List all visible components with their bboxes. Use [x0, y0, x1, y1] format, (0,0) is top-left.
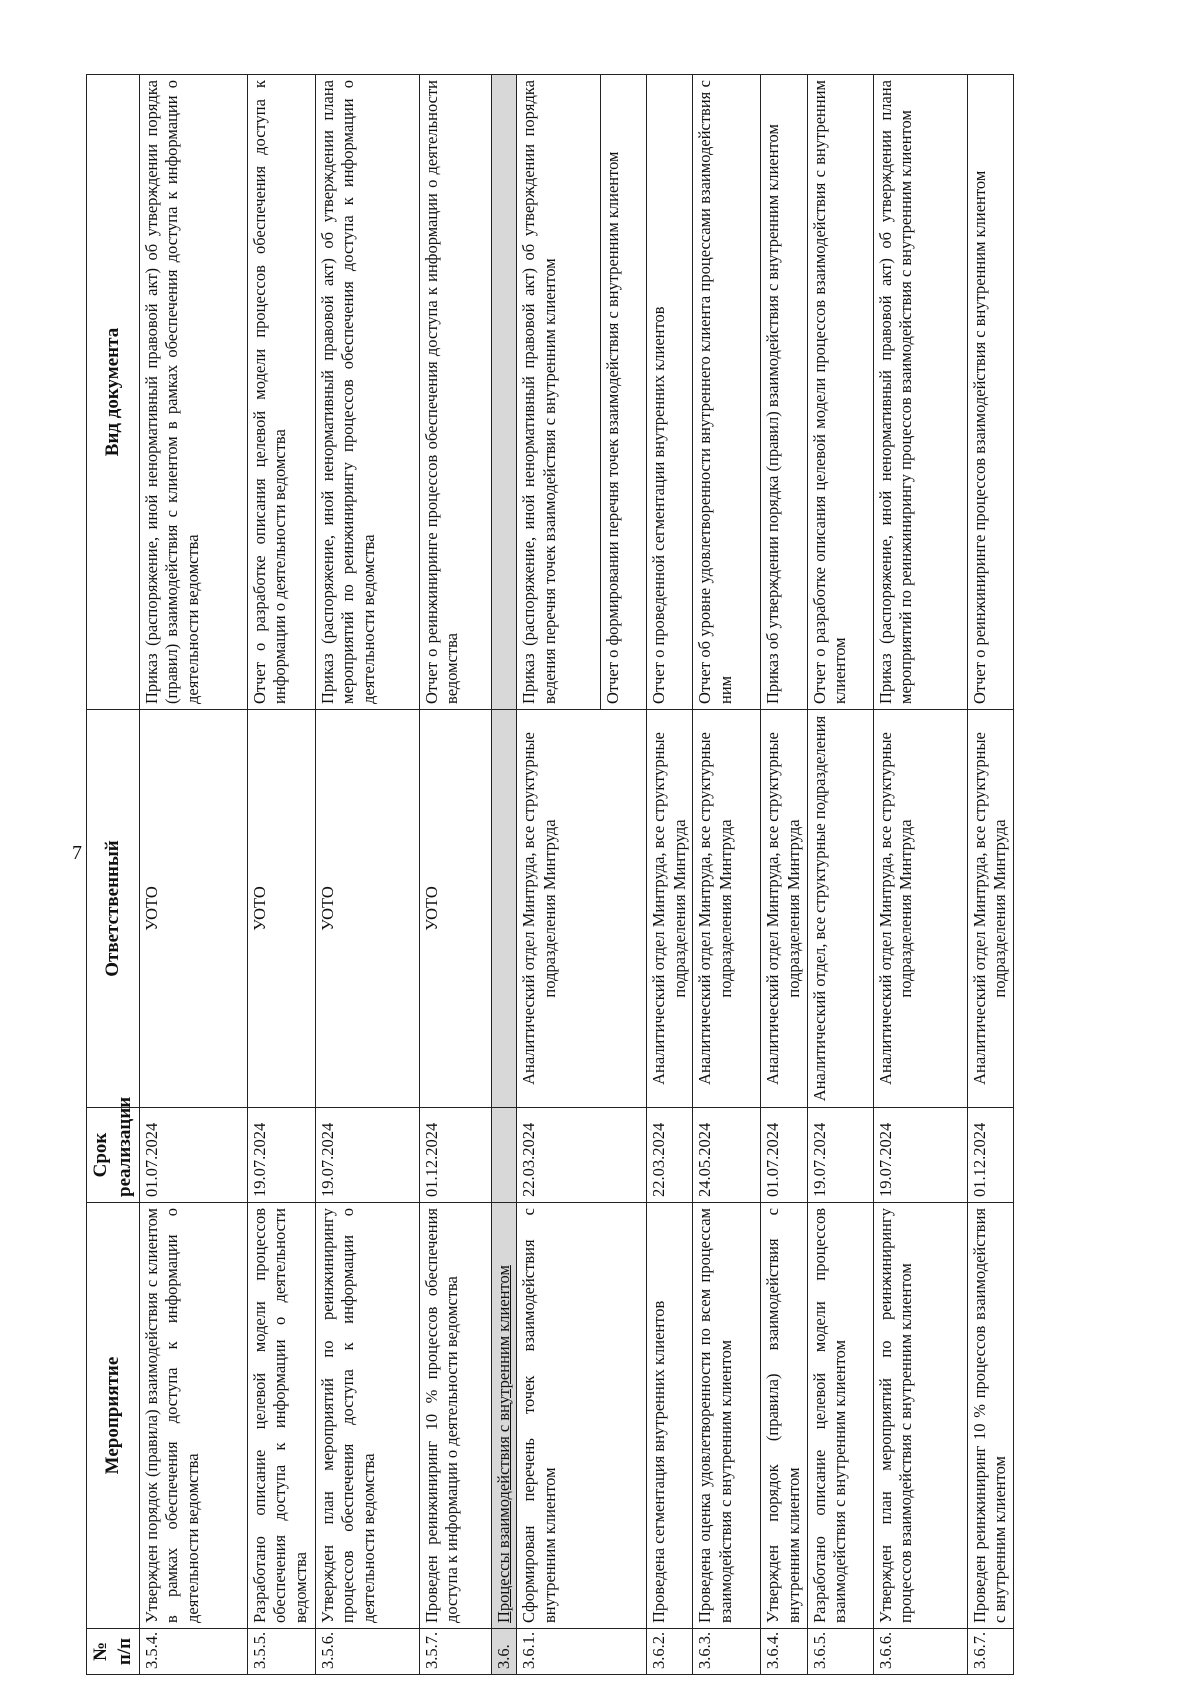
row-deadline: 24.05.2024 [693, 1108, 761, 1203]
row-doc: Приказ (распоряжение, иной ненормативный правовой акт) об утверждении плана мероприятий по реинжинирингу процессов взаимодействия с внутренним клиентом [873, 75, 967, 710]
row-responsible: Аналитический отдел Минтруда, все структурные подразделения Минтруда [647, 710, 693, 1108]
row-deadline: 01.07.2024 [761, 1108, 807, 1203]
table-row [967, 75, 1013, 1675]
row-activity: Проведен реинжиниринг 10 % процессов обеспечения доступа к информации о деятельности ведомства [419, 1203, 491, 1629]
row-num: 3.5.4. [139, 1629, 247, 1675]
row-doc: Приказ (распоряжение, иной ненормативный правовой акт) об утверждении порядка ведения перечня точек взаимодействия с внутренним клиентом [517, 75, 601, 710]
row-doc: Отчет о разработке описания целевой модели процессов взаимодействия с внутренним клиентом [807, 75, 873, 710]
row-num: 3.5.5. [247, 1629, 315, 1675]
row-activity: Проведена сегментация внутренних клиентов [647, 1203, 693, 1629]
row-deadline: 01.12.2024 [419, 1108, 491, 1203]
row-responsible: УОТО [247, 710, 315, 1108]
row-responsible: УОТО [419, 710, 491, 1108]
section-label: Процессы взаимодействия с внутренним клиентом [491, 1203, 517, 1629]
page-number: 7 [72, 842, 82, 864]
row-doc: Отчет об уровне удовлетворенности внутреннего клиента процессами взаимодействия с ним [693, 75, 761, 710]
row-num: 3.6.7. [967, 1629, 1013, 1675]
row-deadline: 01.07.2024 [139, 1108, 247, 1203]
row-activity: Разработано описание целевой модели процессов взаимодействия с внутренним клиентом [807, 1203, 873, 1629]
row-responsible: Аналитический отдел, все структурные подразделения [807, 710, 873, 1108]
row-num: 3.6.6. [873, 1629, 967, 1675]
section-empty [491, 1108, 517, 1203]
table-row [693, 75, 761, 1675]
row-num: 3.6.1. [517, 1629, 647, 1675]
row-num: 3.6.4. [761, 1629, 807, 1675]
row-doc: Приказ (распоряжение, иной ненормативный правовой акт) об утверждении порядка (правил) взаимодействия с клиентом в рамках обеспечения доступа к информации о деятельности ведомства [139, 75, 247, 710]
row-activity: Утвержден план мероприятий по реинжинирингу процессов обеспечения доступа к информации о деятельности ведомства [315, 1203, 419, 1629]
header-activity: Мероприятие [87, 1203, 140, 1629]
table-row [647, 75, 693, 1675]
row-deadline: 01.12.2024 [967, 1108, 1013, 1203]
table-header-row [87, 75, 140, 1675]
table-row [139, 75, 247, 1675]
row-activity: Утвержден порядок (правила) взаимодействия с клиентом в рамках обеспечения доступа к информации о деятельности ведомства [139, 1203, 247, 1629]
rotated-table-sheet [86, 75, 1126, 1675]
row-responsible: УОТО [315, 710, 419, 1108]
table-row [873, 75, 967, 1675]
row-responsible: Аналитический отдел Минтруда, все структурные подразделения Минтруда [873, 710, 967, 1108]
row-deadline: 19.07.2024 [873, 1108, 967, 1203]
row-activity: Проведена оценка удовлетворенности по всем процессам взаимодействия с внутренним клиентом [693, 1203, 761, 1629]
row-num: 3.5.7. [419, 1629, 491, 1675]
row-deadline: 22.03.2024 [517, 1108, 647, 1203]
row-doc: Отчет о реинжиниринге процессов обеспечения доступа к информации о деятельности ведомства [419, 75, 491, 710]
table-row [419, 75, 491, 1675]
row-doc: Отчет о реинжиниринге процессов взаимодействия с внутренним клиентом [967, 75, 1013, 710]
row-activity: Сформирован перечень точек взаимодействия с внутренним клиентом [517, 1203, 647, 1629]
row-doc: Приказ об утверждении порядка (правил) взаимодействия с внутренним клиентом [761, 75, 807, 710]
row-num: 3.6.5. [807, 1629, 873, 1675]
row-num: 3.6.2. [647, 1629, 693, 1675]
row-doc: Отчет о проведенной сегментации внутренних клиентов [647, 75, 693, 710]
row-deadline: 22.03.2024 [647, 1108, 693, 1203]
row-deadline: 19.07.2024 [315, 1108, 419, 1203]
row-doc: Отчет о разработке описания целевой модели процессов обеспечения доступа к информации о деятельности ведомства [247, 75, 315, 710]
header-doc-type: Вид документа [87, 75, 140, 710]
row-num: 3.5.6. [315, 1629, 419, 1675]
table-row [807, 75, 873, 1675]
row-activity: Разработано описание целевой модели процессов обеспечения доступа к информации о деятельности ведомства [247, 1203, 315, 1629]
row-responsible: Аналитический отдел Минтруда, все структурные подразделения Минтруда [693, 710, 761, 1108]
header-deadline: Срок реализации [87, 1108, 140, 1203]
row-responsible: УОТО [139, 710, 247, 1108]
row-responsible: Аналитический отдел Минтруда, все структурные подразделения Минтруда [761, 710, 807, 1108]
table-row [315, 75, 419, 1675]
section-empty [491, 75, 517, 710]
row-responsible: Аналитический отдел Минтруда, все структурные подразделения Минтруда [517, 710, 647, 1108]
row-deadline: 19.07.2024 [247, 1108, 315, 1203]
row-doc: Отчет о формировании перечня точек взаимодействия с внутренним клиентом [601, 75, 647, 710]
row-activity: Утвержден порядок (правила) взаимодействия с внутренним клиентом [761, 1203, 807, 1629]
section-num: 3.6. [491, 1629, 517, 1675]
row-num: 3.6.3. [693, 1629, 761, 1675]
row-activity: Проведен реинжиниринг 10 % процессов взаимодействия с внутренним клиентом [967, 1203, 1013, 1629]
activities-table [86, 74, 1014, 1675]
header-num: № п/п [87, 1629, 140, 1675]
table-row [247, 75, 315, 1675]
table-row [517, 75, 601, 1675]
row-deadline: 19.07.2024 [807, 1108, 873, 1203]
row-responsible: Аналитический отдел Минтруда, все структурные подразделения Минтруда [967, 710, 1013, 1108]
section-empty [491, 710, 517, 1108]
table-row [761, 75, 807, 1675]
section-row [491, 75, 517, 1675]
row-doc: Приказ (распоряжение, иной ненормативный правовой акт) об утверждении плана мероприятий по реинжинирингу процессов обеспечения доступа к информации о деятельности ведомства [315, 75, 419, 710]
row-activity: Утвержден план мероприятий по реинжинирингу процессов взаимодействия с внутренним клиентом [873, 1203, 967, 1629]
header-responsible: Ответственный [87, 710, 140, 1108]
